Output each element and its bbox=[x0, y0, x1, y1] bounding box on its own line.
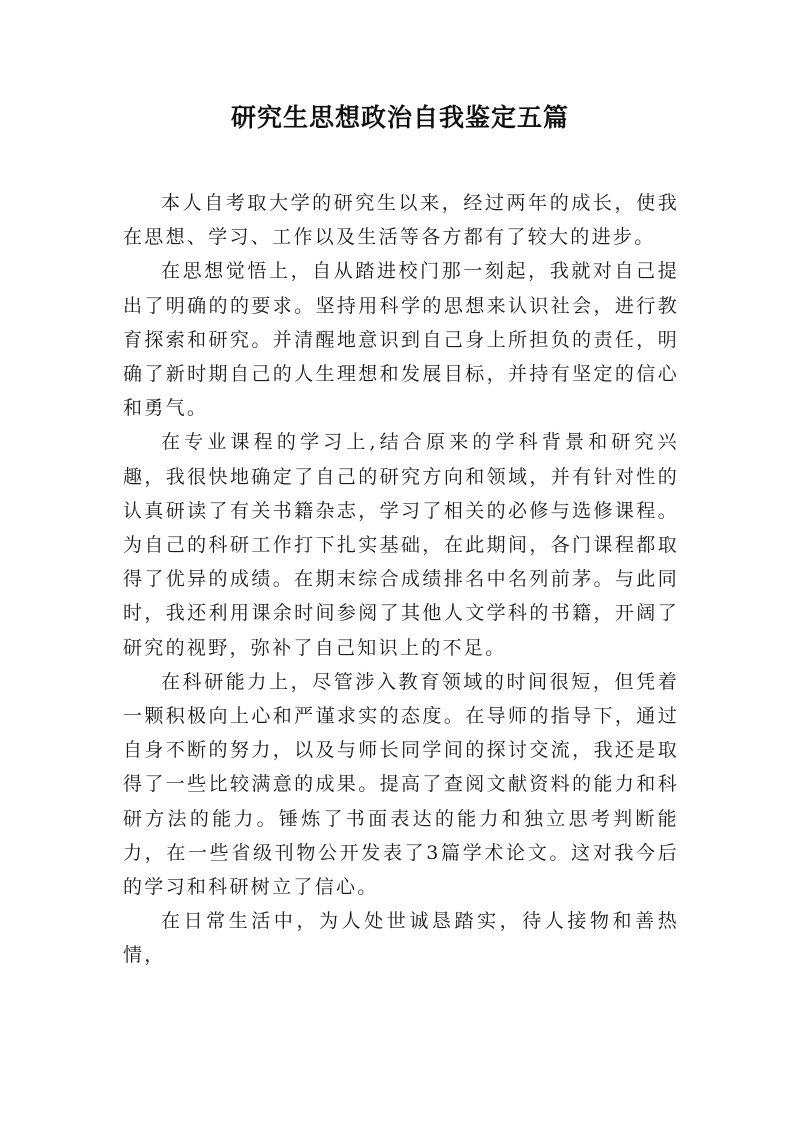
paragraph-study: 在专业课程的学习上,结合原来的学科背景和研究兴趣，我很快地确定了自己的研究方向和领域，并有针对性的认真研读了有关书籍杂志，学习了相关的必修与选修课程。为自己的科研工作打下扎实基础，在此期间，各门课程都取得了优异的成绩。在期末综合成绩排名中名列前茅。与此同时，我还利用课余时间参阅了其他人文学科的书籍，开阔了研究的视野，弥补了自己知识上的不足。 bbox=[123, 431, 679, 659]
paragraph-thought: 在思想觉悟上，自从踏进校门那一刻起，我就对自己提出了明确的的要求。坚持用科学的思想来认识社会，进行教育探索和研究。并清醒地意识到自己身上所担负的责任，明确了新时期自己的人生理想和发展目标，并持有坚定的信心和勇气。 bbox=[123, 260, 679, 420]
paragraph-intro: 本人自考取大学的研究生以来，经过两年的成长，使我在思想、学习、工作以及生活等各方都有了较大的进步。 bbox=[123, 192, 679, 249]
document-title: 研究生思想政治自我鉴定五篇 bbox=[230, 103, 569, 132]
paragraph-life: 在日常生活中，为人处世诚恳踏实，待人接物和善热情， bbox=[123, 910, 679, 967]
paragraph-research: 在科研能力上，尽管涉入教育领域的时间很短，但凭着一颗积极向上心和严谨求实的态度。在导师的指导下，通过自身不断的努力，以及与师长同学间的探讨交流，我还是取得了一些比较满意的成果。提高了查阅文献资料的能力和科研方法的能力。锤炼了书面表达的能力和独立思考判断能力，在一些省级刊物公开发表了3篇学术论文。这对我今后的学习和科研树立了信心。 bbox=[123, 670, 679, 899]
document-body bbox=[123, 186, 679, 973]
